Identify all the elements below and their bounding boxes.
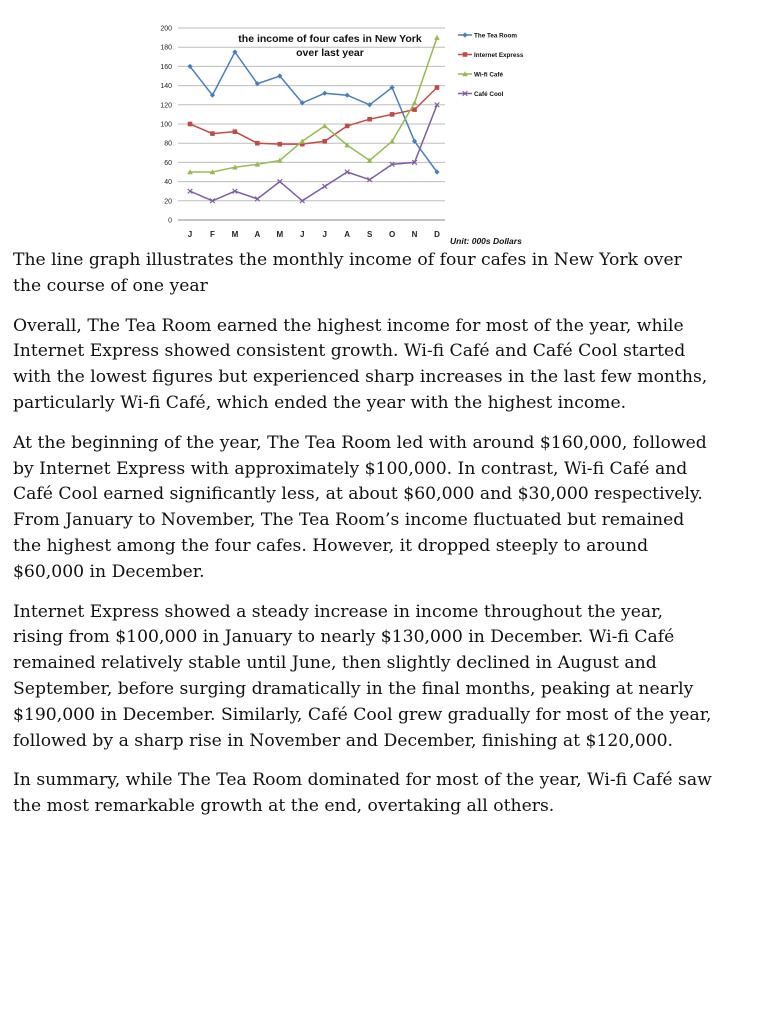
x-tick-label: M [231, 230, 239, 239]
x-tick-label: J [300, 230, 305, 239]
y-tick-label: 140 [160, 83, 172, 91]
chart-svg [140, 18, 550, 250]
paragraph-intro: The line graph illustrates the monthly income of four cafes in New York over the course of one year [13, 250, 682, 296]
legend-label-internet-express: Internet Express [474, 52, 524, 59]
x-tick-label: D [434, 230, 440, 239]
chart-title: the income of four cafes in New York [238, 33, 422, 45]
income-line-chart [140, 18, 550, 250]
x-tick-label: N [411, 230, 418, 239]
data-point-internet-express [367, 117, 372, 122]
legend-label-the-tea-room: The Tea Room [474, 32, 517, 40]
data-point-wi-fi-caf [434, 35, 440, 40]
y-tick-label: 120 [160, 102, 172, 110]
data-point-internet-express [412, 107, 417, 112]
legend-label-wi-fi-caf: Wi-fi Café [474, 71, 503, 79]
x-tick-label: M [276, 230, 284, 239]
y-tick-label: 40 [164, 179, 172, 187]
data-point-caf-cool [322, 184, 327, 189]
data-point-internet-express [322, 139, 327, 144]
data-point-internet-express [188, 122, 193, 127]
data-point-internet-express [255, 141, 260, 146]
unit-note: Unit: 000s Dollars [450, 236, 522, 246]
data-point-internet-express [435, 85, 440, 90]
x-tick-label: J [187, 230, 193, 239]
y-tick-label: 200 [160, 25, 172, 33]
x-tick-label: A [344, 230, 351, 239]
data-point-internet-express [233, 129, 238, 134]
data-point-internet-express [390, 112, 395, 117]
y-tick-label: 0 [168, 217, 172, 225]
y-tick-label: 100 [160, 121, 172, 129]
data-point-wi-fi-caf [412, 100, 418, 105]
x-tick-label: J [322, 230, 327, 239]
series-line-internet-express [190, 88, 437, 145]
y-tick-label: 60 [164, 159, 172, 167]
x-tick-label: A [254, 230, 261, 239]
data-point-the-tea-room [322, 91, 327, 96]
y-tick-label: 80 [164, 140, 172, 148]
paragraph-summary: In summary, while The Tea Room dominated for most of the year, Wi-fi Café saw the most remarkable growth at the end, overtaking all others. [13, 770, 712, 817]
y-tick-label: 180 [160, 44, 172, 52]
series-line-caf-cool [190, 105, 437, 201]
chart-subtitle: over last year [296, 47, 364, 59]
legend-marker-internet-express [463, 52, 468, 57]
data-point-the-tea-room [345, 93, 350, 98]
y-tick-label: 160 [160, 63, 172, 71]
x-tick-label: F [210, 230, 215, 239]
x-tick-label: S [366, 230, 373, 239]
y-tick-label: 20 [164, 198, 172, 206]
legend-label-caf-cool: Café Cool [474, 91, 504, 98]
paragraph-body-1: At the beginning of the year, The Tea Room led with around $160,000, followed by Internet Express with approximately $100,000. In contrast, Wi-fi Café and Café Cool earned significantly less, at about $60,000 and $30,000 respectively. From January to November, The Tea Room’s income fluctuated but remained the highest among the four cafes. However, it dropped steeply to around $60,000 in December. [13, 432, 707, 582]
data-point-internet-express [210, 131, 215, 136]
data-point-internet-express [345, 124, 350, 129]
essay-text [13, 248, 713, 834]
paragraph-overview: Overall, The Tea Room earned the highest income for most of the year, while Internet Express showed consistent growth. Wi-fi Café and Café Cool started with the lowest figures but experienced sharp increases in the last few months, particularly Wi-fi Café, which ended the year with the highest income. [13, 315, 708, 413]
data-point-internet-express [278, 142, 283, 147]
x-tick-label: O [388, 230, 396, 239]
legend-marker-the-tea-room [462, 32, 467, 37]
paragraph-body-2: Internet Express showed a steady increase in income throughout the year, rising from $100,000 in January to nearly $130,000 in December. Wi-fi Café remained relatively stable until June, then slightly declined in August and September, before surging dramatically in the final months, peaking at nearly $190,000 in December. Similarly, Café Cool grew gradually for most of the year, followed by a sharp rise in November and December, finishing at $120,000. [13, 601, 712, 751]
